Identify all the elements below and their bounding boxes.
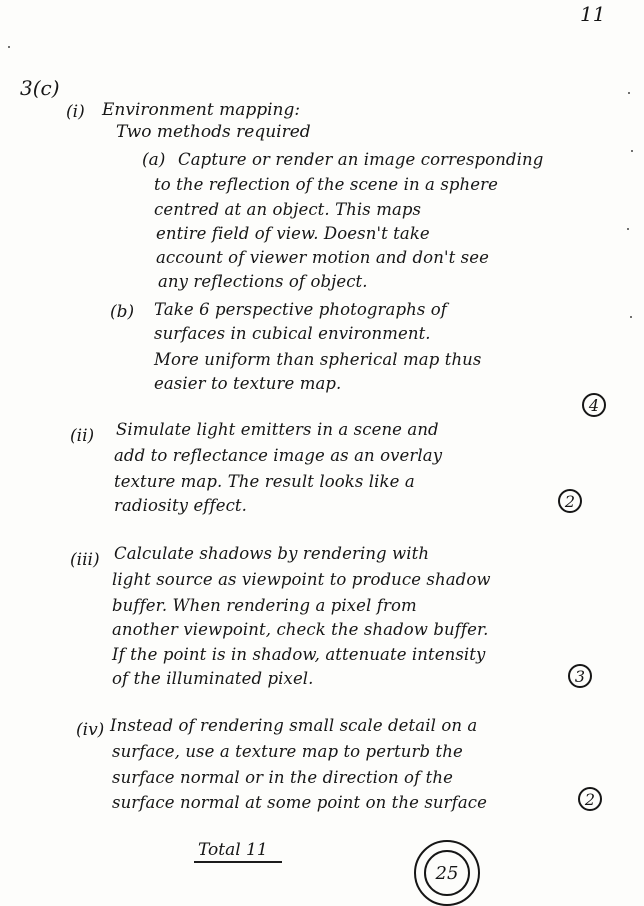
subpart-b-line: surfaces in cubical environment. [154,324,431,343]
section-iii-line: Calculate shadows by rendering with [114,544,430,563]
scan-speck [8,46,10,48]
section-iv-line: surface, use a texture map to perturb the [112,742,463,761]
total-label: Total 11 [198,840,268,860]
section-i-intro: Two methods required [116,122,311,142]
section-iv-line: surface normal at some point on the surface [112,793,487,812]
section-iii-line: of the illuminated pixel. [112,669,314,688]
section-iii-line: light source as viewpoint to produce shadow [112,570,491,589]
scan-speck [627,228,629,230]
section-iv-line: Instead of rendering small scale detail on a [110,716,478,735]
section-iii-line: buffer. When rendering a pixel from [112,596,417,615]
section-iii-line: If the point is in shadow, attenuate intensity [112,645,486,664]
mark-circle-i: 4 [582,393,606,417]
scan-speck [628,92,630,94]
section-iv-label: (iv) [76,720,105,740]
subpart-b-line: Take 6 perspective photographs of [154,300,448,319]
scan-speck [630,316,632,318]
subpart-b-line: easier to texture map. [154,374,342,393]
subpart-a-line: any reflections of object. [158,272,368,291]
grand-total-mark: 25 [424,850,470,896]
subpart-a-line: centred at an object. This maps [154,200,422,219]
mark-circle-iii: 3 [568,664,592,688]
subpart-a-label: (a) [142,150,166,170]
section-iv-line: surface normal or in the direction of the [112,768,453,787]
subpart-a-line: entire field of view. Doesn't take [156,224,430,243]
scan-speck [631,150,633,152]
section-iii-line: another viewpoint, check the shadow buffer. [112,620,489,639]
section-ii-line: Simulate light emitters in a scene and [116,420,439,439]
subpart-a-line: to the reflection of the scene in a sphere [154,175,498,194]
section-ii-line: add to reflectance image as an overlay [114,446,443,465]
mark-circle-ii: 2 [558,489,582,513]
section-ii-line: radiosity effect. [114,496,247,515]
section-i-heading: Environment mapping: [102,100,301,120]
total-underline [194,861,282,863]
subpart-b-label: (b) [110,302,135,322]
page-number: 11 [580,2,606,26]
section-ii-label: (ii) [70,426,95,446]
question-label: 3(c) [20,76,60,100]
subpart-a-line: account of viewer motion and don't see [156,248,489,267]
section-iii-label: (iii) [70,550,100,570]
subpart-b-line: More uniform than spherical map thus [154,350,482,369]
subpart-a-line: Capture or render an image corresponding [178,150,544,169]
section-i-label: (i) [66,102,85,122]
section-ii-line: texture map. The result looks like a [114,472,415,491]
mark-circle-iv: 2 [578,787,602,811]
